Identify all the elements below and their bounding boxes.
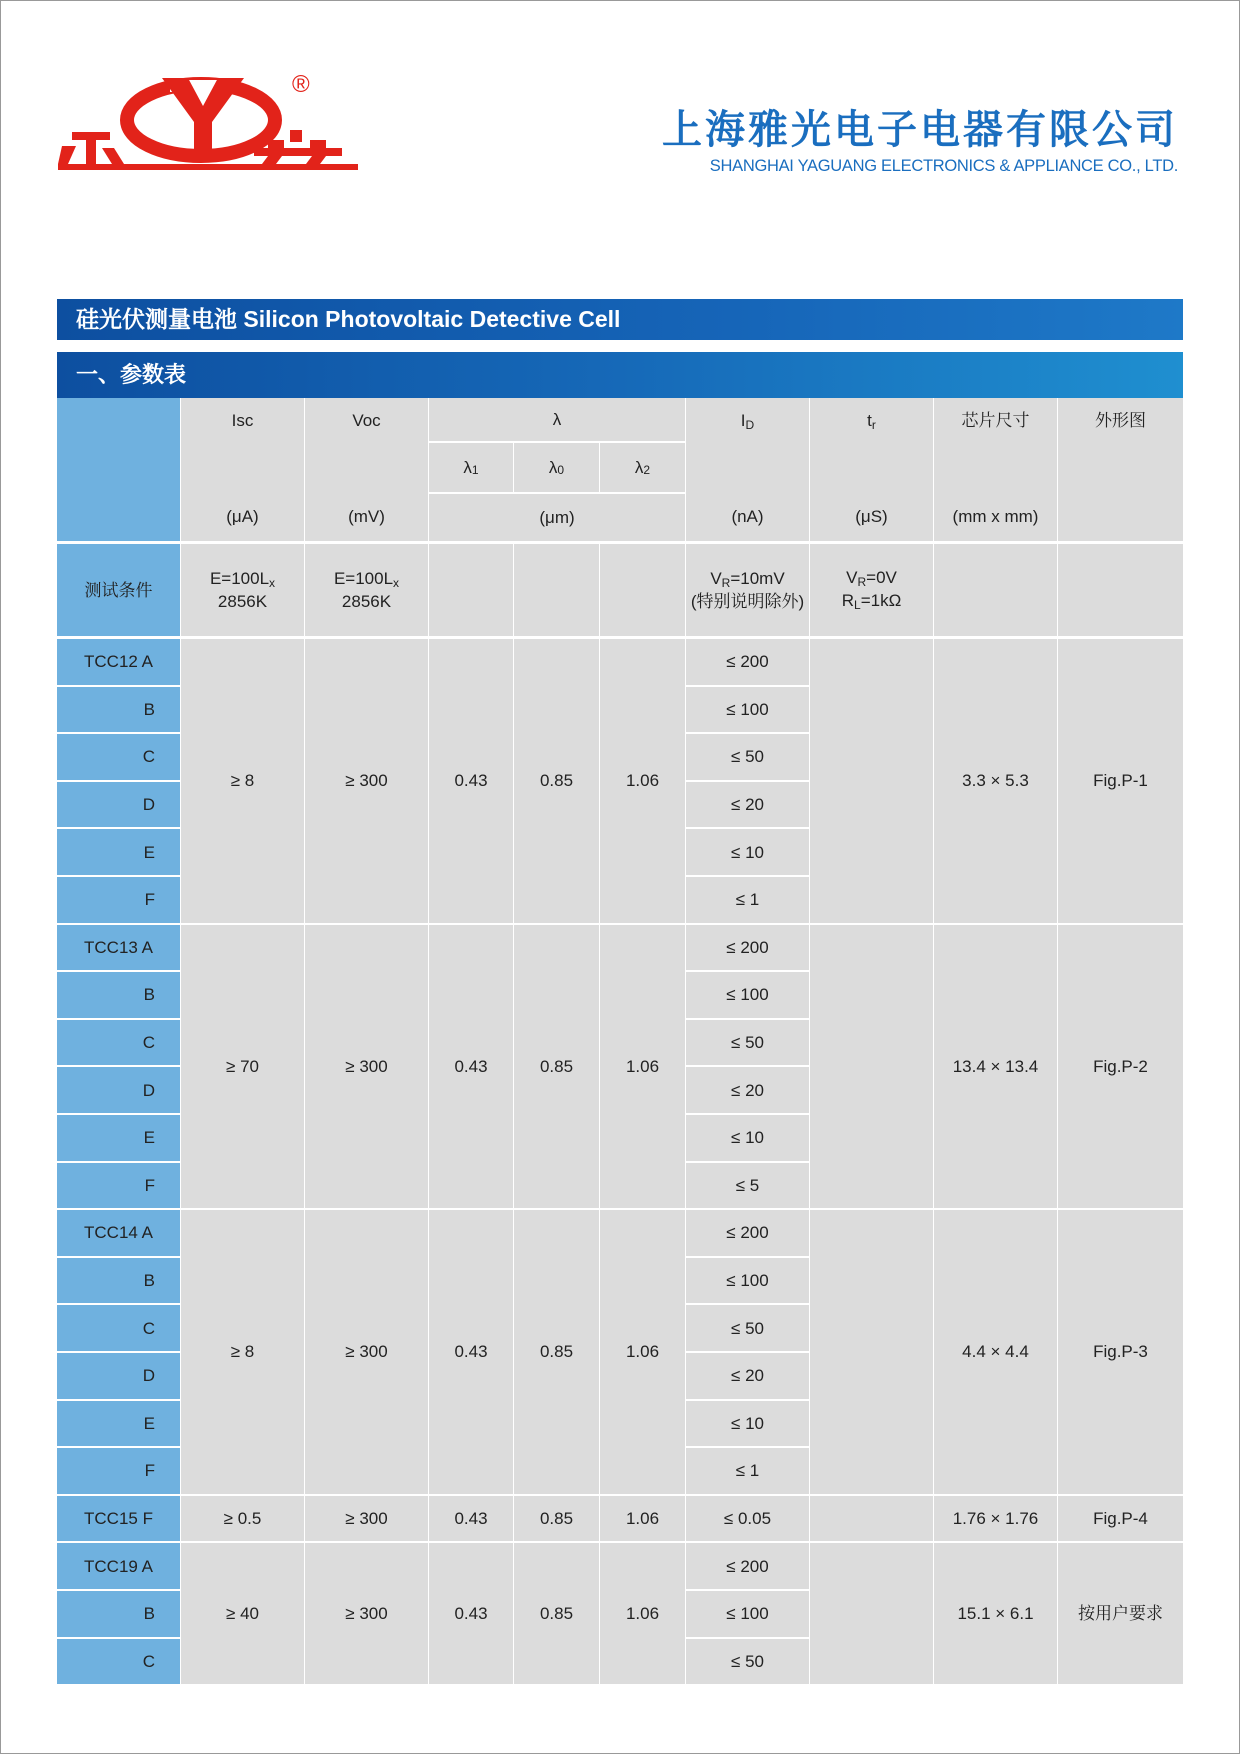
value-l1 bbox=[429, 1496, 513, 1542]
value-id-text: ≤ 50 bbox=[731, 1033, 764, 1053]
value-id-text: ≤ 200 bbox=[726, 652, 769, 672]
value-id bbox=[686, 1496, 809, 1542]
model-name-text: TCC14 A bbox=[84, 1223, 153, 1243]
header-tr-subscript: r bbox=[871, 418, 876, 432]
value-tr-empty bbox=[810, 1496, 933, 1542]
condition-id-subscript: R bbox=[721, 576, 731, 590]
value-l1-text: 0.43 bbox=[454, 1509, 488, 1529]
value-outline-text: Fig.P-3 bbox=[1093, 1342, 1148, 1362]
value-id-text: ≤ 0.05 bbox=[723, 1509, 772, 1529]
value-id bbox=[686, 972, 809, 1018]
header-lambda1-label: λ bbox=[463, 458, 472, 477]
condition-isc bbox=[181, 544, 304, 636]
value-isc-text: ≥ 40 bbox=[226, 1604, 259, 1624]
condition-id-line1 bbox=[710, 568, 784, 591]
condition-voc-line1 bbox=[334, 568, 399, 591]
condition-isc-line1 bbox=[210, 568, 275, 591]
model-name bbox=[57, 925, 180, 971]
value-chip-size bbox=[934, 639, 1057, 923]
value-chip-size-text: 3.3 × 5.3 bbox=[962, 771, 1029, 791]
value-id bbox=[686, 1591, 809, 1637]
condition-tr-symbol: V bbox=[846, 568, 858, 587]
value-l2-text: 1.06 bbox=[625, 1056, 660, 1076]
condition-voc-value: E=100L bbox=[333, 569, 394, 588]
value-voc bbox=[305, 1210, 428, 1494]
condition-voc bbox=[305, 544, 428, 636]
value-id-text: ≤ 100 bbox=[726, 1604, 769, 1624]
value-outline-text: Fig.P-1 bbox=[1093, 771, 1148, 791]
value-l0-text: 0.85 bbox=[539, 1056, 574, 1076]
value-id bbox=[686, 1401, 809, 1447]
value-l1-text: 0.43 bbox=[454, 1604, 488, 1624]
header-lambda1-subscript: 1 bbox=[471, 463, 479, 477]
value-chip-size-text: 13.4 × 13.4 bbox=[952, 1056, 1039, 1076]
value-l0 bbox=[514, 1210, 599, 1494]
header-outline-label: 外形图 bbox=[1095, 411, 1146, 430]
condition-id-symbol: V bbox=[710, 569, 722, 588]
header-lambda2-subscript: 2 bbox=[643, 463, 651, 477]
value-l1-text: 0.43 bbox=[454, 771, 488, 791]
value-l0 bbox=[514, 639, 599, 923]
model-name-text: TCC13 A bbox=[84, 937, 153, 957]
model-grade bbox=[57, 687, 180, 733]
model-grade-text: B bbox=[143, 1271, 155, 1291]
value-id bbox=[686, 1353, 809, 1399]
header-lambda-unit-label: (μm) bbox=[539, 508, 575, 527]
condition-isc-subscript: x bbox=[269, 576, 276, 590]
header-outline bbox=[1058, 398, 1183, 541]
value-outline-text: Fig.P-4 bbox=[1093, 1509, 1148, 1529]
header-voc-label: Voc bbox=[352, 411, 381, 430]
value-id-text: ≤ 50 bbox=[731, 747, 764, 767]
value-id bbox=[686, 734, 809, 780]
model-grade-text: C bbox=[142, 747, 155, 767]
value-id bbox=[686, 1210, 809, 1256]
value-l0-text: 0.85 bbox=[539, 1604, 574, 1624]
value-isc-text: ≥ 8 bbox=[230, 771, 255, 791]
header-isc-label: Isc bbox=[231, 411, 254, 430]
header-lambda2-label: λ bbox=[634, 458, 644, 477]
value-id bbox=[686, 877, 809, 923]
value-l0 bbox=[514, 1496, 599, 1542]
header-chip-size-unit: (mm x mm) bbox=[952, 507, 1039, 526]
value-isc-text: ≥ 8 bbox=[230, 1342, 255, 1362]
value-voc bbox=[305, 1543, 428, 1684]
value-id-text: ≤ 200 bbox=[726, 1223, 769, 1243]
value-l2-text: 1.06 bbox=[625, 771, 660, 791]
value-id-text: ≤ 20 bbox=[731, 1080, 764, 1100]
model-name-text: TCC12 A bbox=[84, 652, 153, 672]
value-id bbox=[686, 639, 809, 685]
value-l1 bbox=[429, 1543, 513, 1684]
header-lambda-label: λ bbox=[552, 410, 562, 429]
value-outline-text: 按用户要求 bbox=[1078, 1604, 1163, 1624]
model-grade-text: C bbox=[142, 1318, 155, 1338]
value-chip-size-text: 1.76 × 1.76 bbox=[952, 1509, 1039, 1529]
value-isc bbox=[181, 1496, 304, 1542]
condition-empty bbox=[429, 544, 513, 636]
value-voc-text: ≥ 300 bbox=[345, 771, 388, 791]
model-grade-text: E bbox=[143, 842, 155, 862]
value-voc bbox=[305, 925, 428, 1209]
model-grade-text: D bbox=[142, 1366, 155, 1386]
value-outline bbox=[1058, 639, 1183, 923]
value-isc-text: ≥ 0.5 bbox=[223, 1509, 262, 1529]
value-id bbox=[686, 1639, 809, 1685]
value-voc bbox=[305, 639, 428, 923]
model-name bbox=[57, 1496, 180, 1542]
product-title-bar: 硅光伏测量电池 Silicon Photovoltaic Detective Cell bbox=[57, 299, 1183, 340]
model-grade-text: D bbox=[142, 795, 155, 815]
value-isc bbox=[181, 925, 304, 1209]
header-chip-size bbox=[934, 398, 1057, 541]
condition-empty bbox=[934, 544, 1057, 636]
condition-voc-temp: 2856K bbox=[341, 592, 392, 611]
header-id-label: I bbox=[740, 411, 746, 430]
condition-label bbox=[57, 544, 180, 636]
model-grade bbox=[57, 1591, 180, 1637]
header-lambda1 bbox=[429, 443, 513, 492]
value-l2 bbox=[600, 1543, 685, 1684]
condition-voc-subscript: x bbox=[393, 576, 400, 590]
model-grade bbox=[57, 1258, 180, 1304]
value-l0-text: 0.85 bbox=[539, 1342, 574, 1362]
value-chip-size-text: 4.4 × 4.4 bbox=[962, 1342, 1029, 1362]
value-l1-text: 0.43 bbox=[454, 1056, 488, 1076]
value-id-text: ≤ 100 bbox=[726, 985, 769, 1005]
condition-id-line2 bbox=[691, 591, 804, 612]
condition-tr bbox=[810, 544, 933, 636]
model-name bbox=[57, 1543, 180, 1589]
header-tr-unit: (μS) bbox=[855, 507, 888, 526]
value-l2 bbox=[600, 639, 685, 923]
condition-voc-line2 bbox=[342, 591, 391, 612]
value-l1 bbox=[429, 639, 513, 923]
value-id bbox=[686, 1115, 809, 1161]
value-id bbox=[686, 925, 809, 971]
model-grade bbox=[57, 782, 180, 828]
value-id-text: ≤ 20 bbox=[731, 1366, 764, 1386]
header-isc bbox=[181, 398, 304, 541]
value-voc-text: ≥ 300 bbox=[345, 1509, 388, 1529]
value-isc-text: ≥ 70 bbox=[226, 1056, 259, 1076]
value-tr-empty bbox=[810, 1543, 933, 1684]
condition-tr-subscript: R bbox=[857, 575, 867, 589]
model-grade bbox=[57, 1115, 180, 1161]
value-l2-text: 1.06 bbox=[625, 1342, 660, 1362]
condition-tr-load-value: =1kΩ bbox=[860, 591, 902, 610]
value-outline bbox=[1058, 1496, 1183, 1542]
condition-tr-value: =0V bbox=[866, 568, 897, 587]
model-grade-text: F bbox=[144, 1461, 155, 1481]
header-isc-unit: (μA) bbox=[226, 507, 259, 526]
model-grade bbox=[57, 1020, 180, 1066]
value-id bbox=[686, 782, 809, 828]
condition-empty bbox=[514, 544, 599, 636]
header-lambda0-subscript: 0 bbox=[557, 463, 565, 477]
value-id-text: ≤ 10 bbox=[731, 1413, 764, 1433]
model-grade-text: E bbox=[143, 1413, 155, 1433]
header-tr-label: t bbox=[867, 411, 872, 430]
model-name-text: TCC15 F bbox=[84, 1509, 153, 1529]
condition-tr-line1 bbox=[846, 567, 897, 590]
header-lambda bbox=[429, 398, 685, 441]
header-lambda0 bbox=[514, 443, 599, 492]
condition-empty bbox=[1058, 544, 1183, 636]
value-outline bbox=[1058, 1543, 1183, 1684]
header-id-subscript: D bbox=[745, 418, 755, 432]
value-id bbox=[686, 1258, 809, 1304]
value-id-text: ≤ 10 bbox=[731, 842, 764, 862]
value-chip-size bbox=[934, 925, 1057, 1209]
header-tr bbox=[810, 398, 933, 541]
value-voc-text: ≥ 300 bbox=[345, 1342, 388, 1362]
value-voc-text: ≥ 300 bbox=[345, 1056, 388, 1076]
model-grade bbox=[57, 1401, 180, 1447]
value-l2-text: 1.06 bbox=[625, 1509, 660, 1529]
condition-id bbox=[686, 544, 809, 636]
value-outline bbox=[1058, 925, 1183, 1209]
parameter-table bbox=[57, 398, 1183, 1686]
condition-isc-temp: 2856K bbox=[217, 592, 268, 611]
model-grade-text: B bbox=[143, 699, 155, 719]
value-id-text: ≤ 20 bbox=[731, 795, 764, 815]
condition-id-note: (特别说明除外) bbox=[690, 592, 805, 611]
value-id bbox=[686, 1163, 809, 1209]
value-id bbox=[686, 687, 809, 733]
model-grade bbox=[57, 829, 180, 875]
value-id-text: ≤ 1 bbox=[735, 890, 760, 910]
model-grade bbox=[57, 972, 180, 1018]
header-id-unit: (nA) bbox=[731, 507, 764, 526]
model-name bbox=[57, 639, 180, 685]
model-grade bbox=[57, 1163, 180, 1209]
value-voc-text: ≥ 300 bbox=[345, 1604, 388, 1624]
value-id-text: ≤ 100 bbox=[726, 1271, 769, 1291]
value-id-text: ≤ 5 bbox=[735, 1175, 760, 1195]
header-chip-size-label: 芯片尺寸 bbox=[961, 411, 1030, 430]
value-l2-text: 1.06 bbox=[625, 1604, 660, 1624]
value-tr-empty bbox=[810, 1210, 933, 1494]
value-voc bbox=[305, 1496, 428, 1542]
value-tr-empty bbox=[810, 639, 933, 923]
value-id bbox=[686, 829, 809, 875]
value-outline bbox=[1058, 1210, 1183, 1494]
value-chip-size-text: 15.1 × 6.1 bbox=[957, 1604, 1034, 1624]
model-grade bbox=[57, 1639, 180, 1685]
model-grade-text: F bbox=[144, 890, 155, 910]
value-l1 bbox=[429, 925, 513, 1209]
model-grade-text: F bbox=[144, 1175, 155, 1195]
value-l1 bbox=[429, 1210, 513, 1494]
value-chip-size bbox=[934, 1496, 1057, 1542]
condition-tr-load-symbol: R bbox=[841, 591, 854, 610]
header-voc bbox=[305, 398, 428, 541]
value-l1-text: 0.43 bbox=[454, 1342, 488, 1362]
value-id-text: ≤ 200 bbox=[726, 1556, 769, 1576]
condition-isc-line2 bbox=[218, 591, 267, 612]
value-id-text: ≤ 200 bbox=[726, 937, 769, 957]
model-grade-text: C bbox=[142, 1033, 155, 1053]
header-lambda-unit bbox=[429, 494, 685, 541]
value-id bbox=[686, 1020, 809, 1066]
header-lambda2 bbox=[600, 443, 685, 492]
value-id-text: ≤ 10 bbox=[731, 1128, 764, 1148]
value-id-text: ≤ 50 bbox=[731, 1318, 764, 1338]
model-grade bbox=[57, 1067, 180, 1113]
model-name bbox=[57, 1210, 180, 1256]
value-id bbox=[686, 1305, 809, 1351]
yaguang-logo-icon bbox=[58, 70, 358, 180]
header-voc-unit: (mV) bbox=[348, 507, 385, 526]
condition-isc-value: E=100L bbox=[209, 569, 270, 588]
value-l0 bbox=[514, 1543, 599, 1684]
value-l0 bbox=[514, 925, 599, 1209]
value-chip-size bbox=[934, 1543, 1057, 1684]
value-l2 bbox=[600, 1210, 685, 1494]
value-id-text: ≤ 100 bbox=[726, 699, 769, 719]
value-chip-size bbox=[934, 1210, 1057, 1494]
model-grade bbox=[57, 1353, 180, 1399]
condition-tr-load-subscript: L bbox=[854, 598, 861, 612]
model-grade-text: B bbox=[143, 1604, 155, 1624]
value-l0-text: 0.85 bbox=[539, 771, 574, 791]
company-name-en: SHANGHAI YAGUANG ELECTRONICS & APPLIANCE CO., LTD. bbox=[709, 157, 1178, 175]
condition-label-text: 测试条件 bbox=[84, 580, 153, 600]
company-block bbox=[662, 108, 1178, 176]
model-grade bbox=[57, 877, 180, 923]
company-name-cn: 上海雅光电子电器有限公司 bbox=[662, 108, 1178, 152]
model-grade-text: C bbox=[142, 1651, 155, 1671]
model-grade-text: D bbox=[142, 1080, 155, 1100]
value-isc bbox=[181, 1210, 304, 1494]
value-l2 bbox=[600, 925, 685, 1209]
model-grade bbox=[57, 1305, 180, 1351]
section-title-bar: 一、参数表 bbox=[57, 352, 1183, 398]
value-id bbox=[686, 1448, 809, 1494]
header-id-line bbox=[741, 410, 754, 433]
model-grade bbox=[57, 1448, 180, 1494]
value-id-text: ≤ 1 bbox=[735, 1461, 760, 1481]
value-tr-empty bbox=[810, 925, 933, 1209]
header-tr-line bbox=[867, 410, 876, 433]
model-name-text: TCC19 A bbox=[84, 1556, 153, 1576]
condition-empty bbox=[600, 544, 685, 636]
value-l2 bbox=[600, 1496, 685, 1542]
value-outline-text: Fig.P-2 bbox=[1093, 1056, 1148, 1076]
value-isc bbox=[181, 1543, 304, 1684]
value-id-text: ≤ 50 bbox=[731, 1651, 764, 1671]
header-id bbox=[686, 398, 809, 541]
condition-id-value: =10mV bbox=[730, 569, 785, 588]
value-id bbox=[686, 1067, 809, 1113]
value-isc bbox=[181, 639, 304, 923]
model-grade bbox=[57, 734, 180, 780]
header-lambda0-label: λ bbox=[548, 458, 558, 477]
model-grade-text: E bbox=[143, 1128, 155, 1148]
value-l0-text: 0.85 bbox=[539, 1509, 574, 1529]
model-grade-text: B bbox=[143, 985, 155, 1005]
registered-mark: ® bbox=[292, 71, 310, 98]
condition-tr-line2 bbox=[842, 590, 902, 613]
value-id bbox=[686, 1543, 809, 1589]
header-corner bbox=[57, 398, 180, 541]
